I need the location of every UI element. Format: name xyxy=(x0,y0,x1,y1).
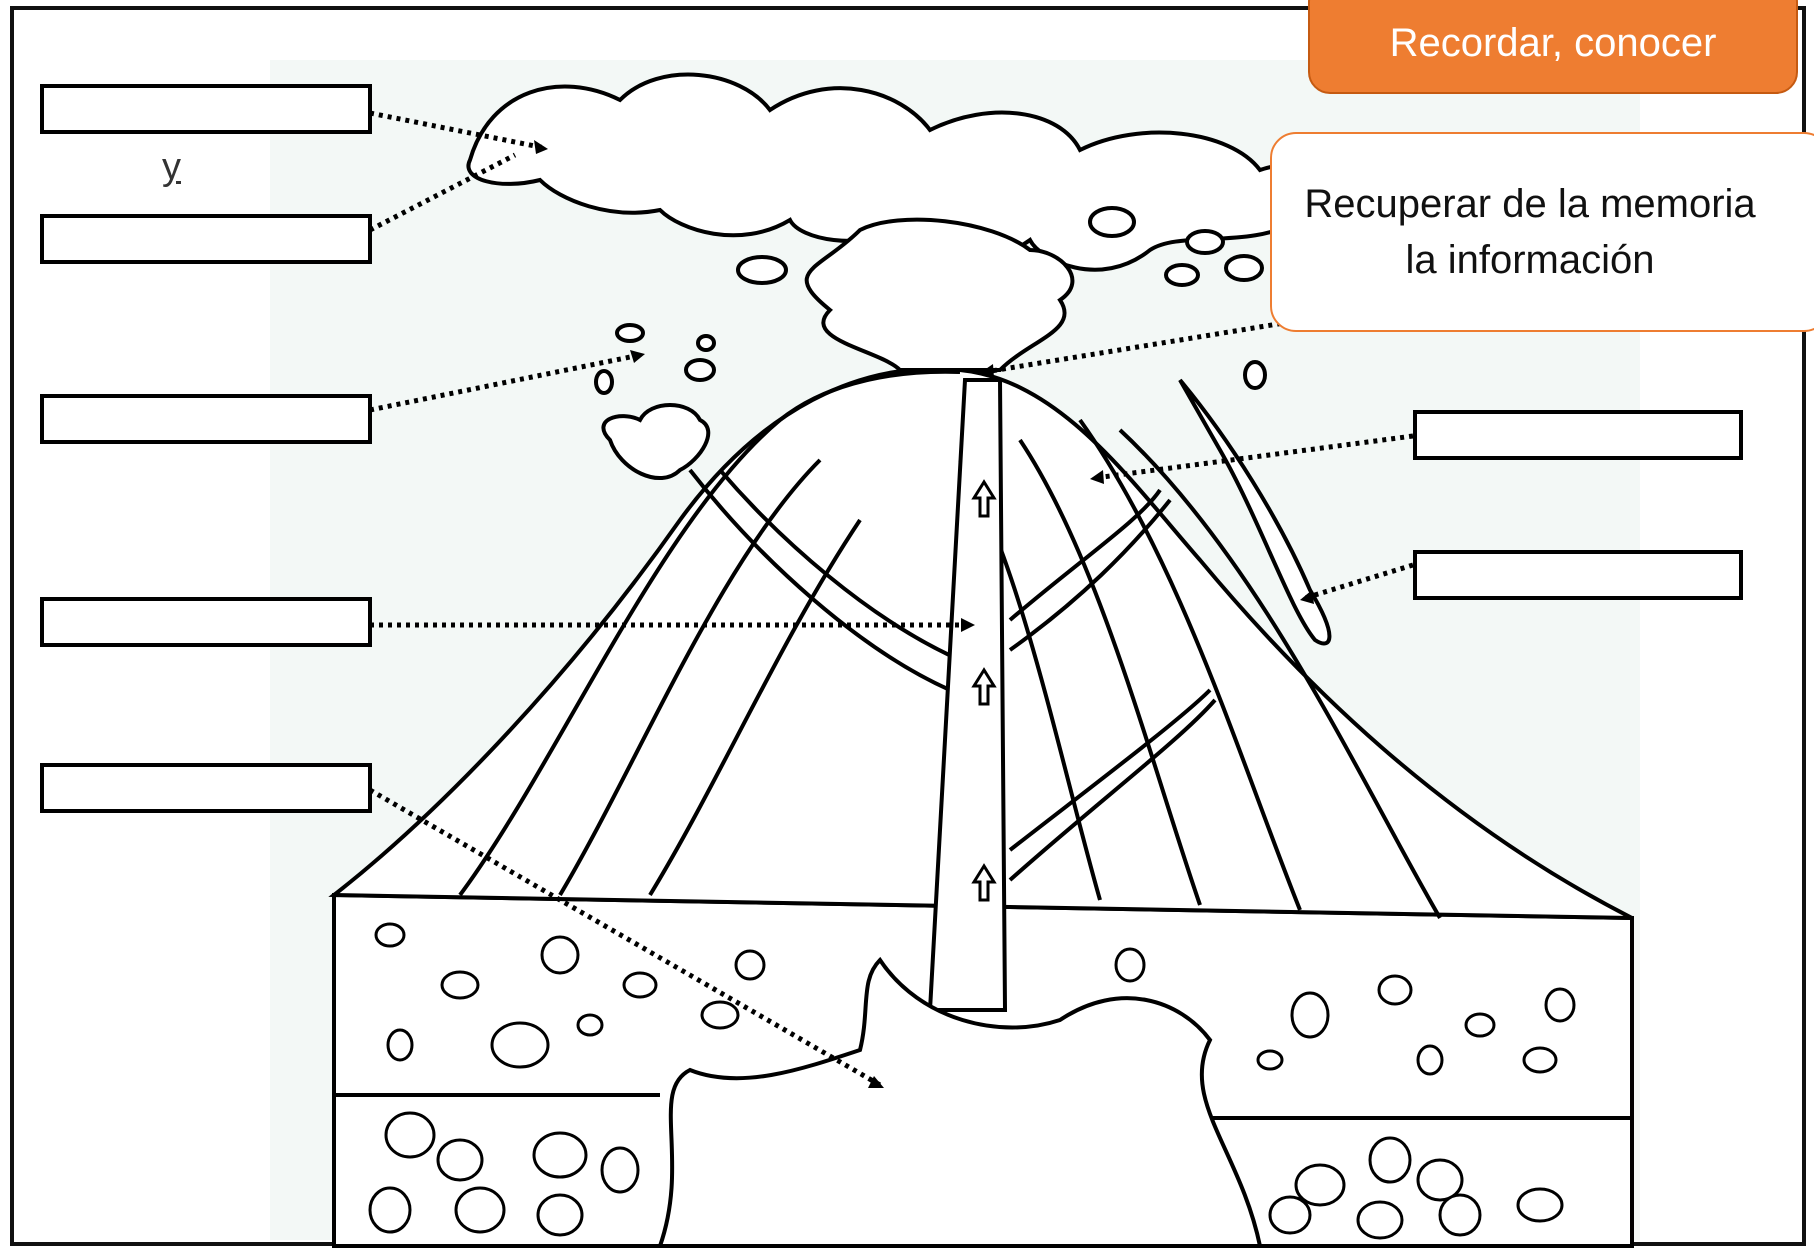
activity-tag-title: Recordar, conocer xyxy=(1389,21,1717,65)
label-box-cloud-1[interactable] xyxy=(40,84,372,134)
activity-description xyxy=(1270,132,1814,332)
label-box-bombs[interactable] xyxy=(40,394,372,444)
label-box-lava-flow[interactable] xyxy=(1413,550,1743,600)
connector-letter: y xyxy=(162,146,181,188)
label-box-cone[interactable] xyxy=(1413,410,1743,460)
activity-tag xyxy=(1308,0,1798,94)
label-box-chimney[interactable] xyxy=(40,597,372,647)
activity-description-line1: Recuperar de la memoria xyxy=(1304,182,1756,226)
activity-description-line2: la información xyxy=(1405,238,1655,282)
label-box-magma-chamber[interactable] xyxy=(40,763,372,813)
label-box-cloud-2[interactable] xyxy=(40,214,372,264)
